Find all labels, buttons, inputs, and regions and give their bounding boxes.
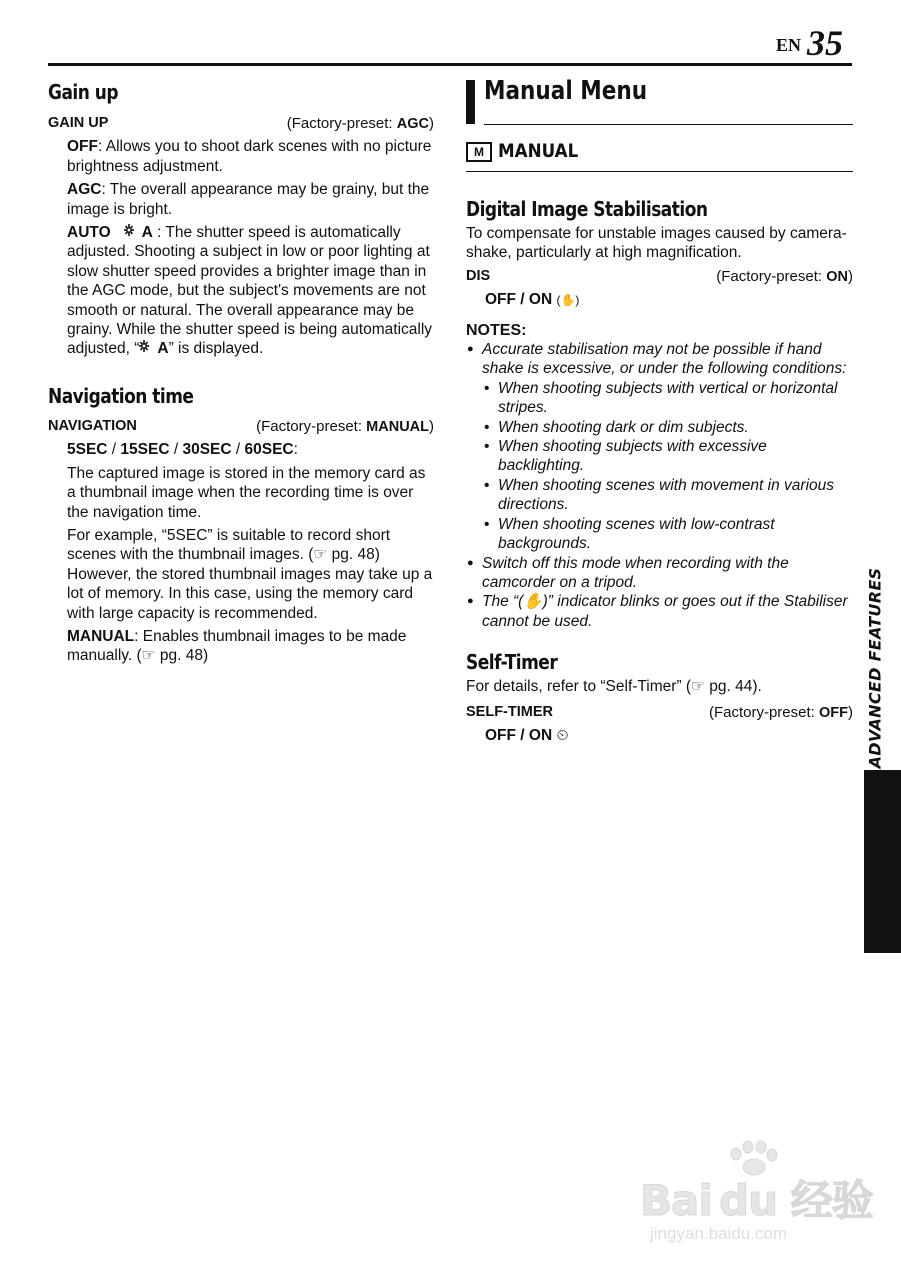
navigation-para-1: The captured image is stored in the memory card as a thumbnail image when the recording time is over the navigation time. <box>67 464 426 521</box>
manual-menu-title: Manual Menu <box>484 76 648 106</box>
note-3: ● The “(✋)” indicator blinks or goes out if the Stabiliser cannot be used. <box>466 592 853 631</box>
self-timer-key: SELF-TIMER <box>466 703 553 720</box>
watermark <box>640 1140 873 1260</box>
right-column <box>466 74 853 745</box>
watermark-brand: Bai du 经验 <box>640 1176 873 1225</box>
side-tab-label-wrap <box>860 567 890 768</box>
dis-options: OFF / ON (✋) <box>485 291 580 309</box>
self-timer-preset: (Factory-preset: OFF) <box>708 703 853 721</box>
manual-mode-label: MANUAL <box>498 140 579 163</box>
mode-rule <box>466 171 853 172</box>
section-title-self-timer: Self-Timer <box>466 650 558 675</box>
section-title-navigation: Navigation time <box>48 383 194 408</box>
menu-title-rule <box>484 124 853 125</box>
navigation-manual-desc: MANUAL: Enables thumbnail images to be made manually. (☞ pg. 48) <box>67 627 407 665</box>
navigation-options <box>67 440 434 665</box>
side-tab-marker <box>864 770 901 953</box>
side-tab-label: ADVANCED FEATURES <box>865 567 885 768</box>
note-sub-item: • When shooting dark or dim subjects. <box>466 418 853 437</box>
section-title-gain-up: Gain up <box>48 80 118 104</box>
stabiliser-icon: (✋) <box>556 293 580 308</box>
gain-up-auto-desc: AUTO A : The shutter speed is automatically adjusted. Shooting a subject in low or poor lighting at slow shutter speed provides a brighter image than in the AGC mode, but the subject's movements are not smooth or natural. The overall appearance may be grainy. While the shutter speed is being automatically adjusted, “ A” is displayed. <box>67 224 433 358</box>
note-1: ● Accurate stabilisation may not be possible if hand shake is excessive, or under the following conditions: <box>466 340 853 379</box>
watermark-url: jingyan.baidu.com <box>650 1224 788 1243</box>
note-sub-item: • When shooting subjects with excessive backlighting. <box>466 437 853 476</box>
timer-icon: ⏲ <box>556 726 569 744</box>
auto-gain-icon: A <box>124 224 153 241</box>
self-timer-options: OFF / ON ⏲ <box>485 726 569 744</box>
page-number: 35 <box>807 23 844 63</box>
gain-up-key: GAIN UP <box>48 115 109 131</box>
self-timer-intro: For details, refer to “Self-Timer” (☞ pg. 44). <box>466 678 762 696</box>
section-title-dis: Digital Image Stabilisation <box>466 197 708 221</box>
auto-gain-icon-inline: A <box>139 340 168 357</box>
navigation-key: NAVIGATION <box>48 417 137 434</box>
gain-up-options <box>67 137 434 358</box>
note-sub-item: • When shooting scenes with movement in various directions. <box>466 476 853 515</box>
heading-bar <box>466 80 475 124</box>
navigation-option-list: 5SEC / 15SEC / 30SEC / 60SEC: <box>67 441 298 459</box>
left-column <box>48 74 434 666</box>
note-sub-item: • When shooting scenes with low-contrast backgrounds. <box>466 515 853 554</box>
header-rule <box>48 63 852 66</box>
gain-up-item-row <box>48 114 434 134</box>
navigation-para-2: For example, “5SEC” is suitable to record short scenes with the thumbnail images. (☞ pg. 48) However, the stored thumbnail images may take up a lot of memory. In this case, using the memory card with large capacity is recommended. <box>67 526 433 622</box>
dis-intro: To compensate for unstable images caused by camera-shake, particularly at high magnification. <box>466 225 847 262</box>
manual-mode-row <box>466 139 853 165</box>
language-code: EN <box>776 35 802 55</box>
page-header <box>776 22 843 62</box>
dis-key: DIS <box>466 267 491 284</box>
gain-up-agc-desc: AGC: The overall appearance may be grainy, but the image is bright. <box>67 181 430 218</box>
note-sub-item: • When shooting subjects with vertical or horizontal stripes. <box>466 379 853 418</box>
manual-mode-icon: M <box>466 142 492 162</box>
manual-menu-heading <box>466 74 853 118</box>
note-2: ● Switch off this mode when recording with the camcorder on a tripod. <box>466 554 853 593</box>
gain-up-preset: (Factory-preset: AGC) <box>286 115 434 132</box>
dis-item-row <box>466 267 853 287</box>
self-timer-item-row <box>466 703 853 723</box>
gain-up-off-desc: OFF: Allows you to shoot dark scenes with no picture brightness adjustment. <box>67 138 432 175</box>
notes-label: NOTES: <box>466 321 527 339</box>
navigation-item-row <box>48 417 434 437</box>
dis-preset: (Factory-preset: ON) <box>716 267 853 285</box>
navigation-preset: (Factory-preset: MANUAL) <box>256 417 434 435</box>
